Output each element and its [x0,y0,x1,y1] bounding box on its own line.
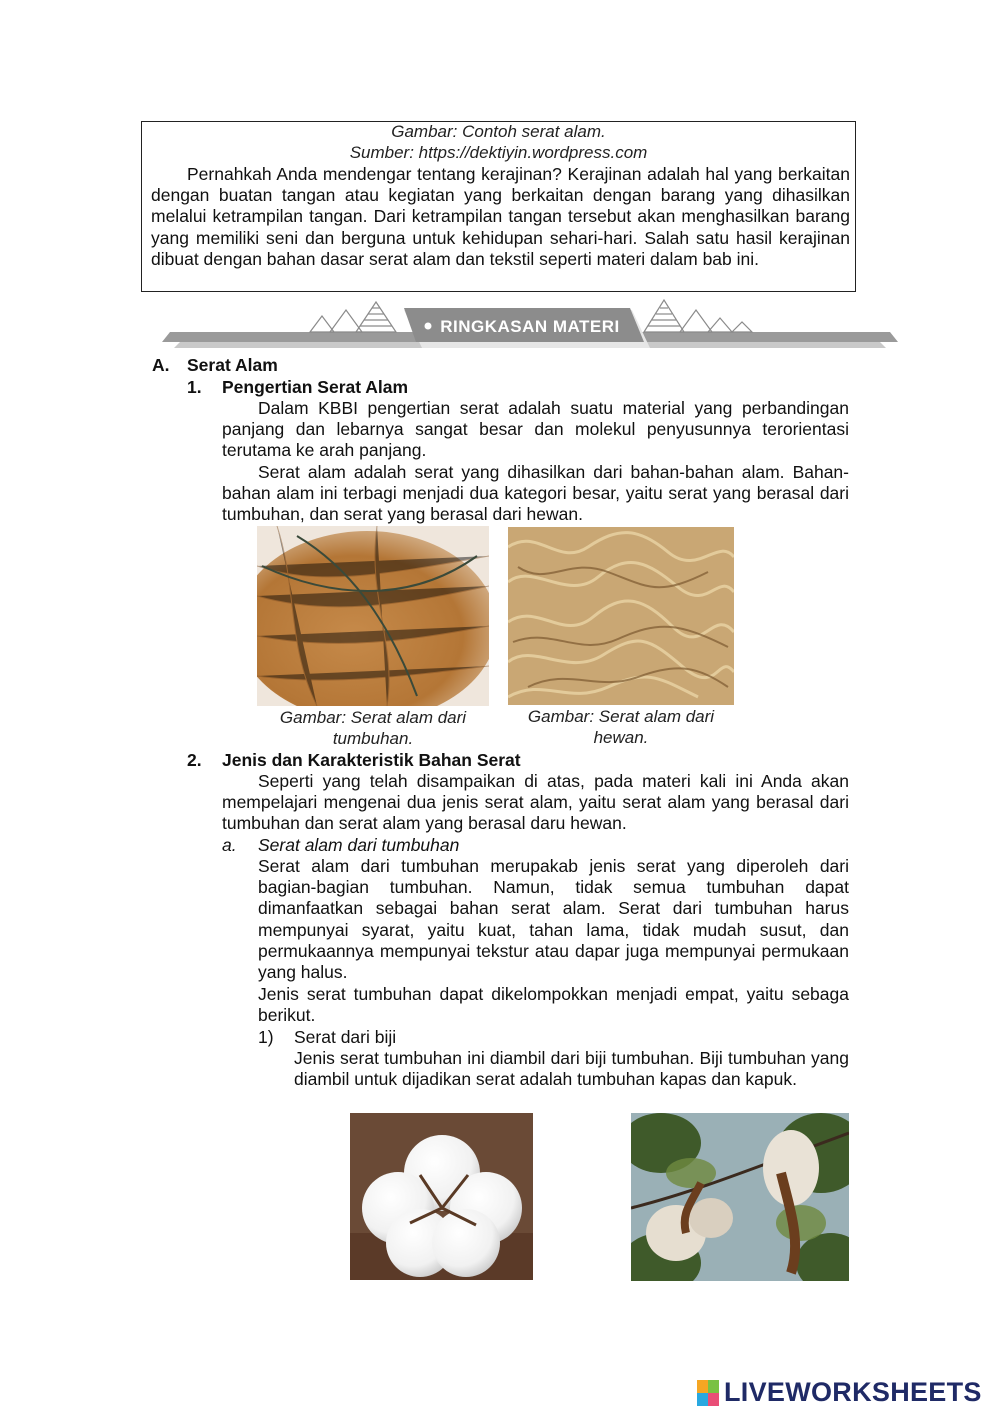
sub1-title: Pengertian Serat Alam [222,377,409,397]
item-1-paragraph: Jenis serat tumbuhan ini diambil dari biji tumbuhan. Biji tumbuhan yang diambil untuk dijadikan serat adalah tumbuhan kapas dan kapuk. [294,1048,849,1090]
section-a-title: Serat Alam [187,355,278,375]
intro-caption-source: Sumber: https://dektiyin.wordpress.com [349,143,648,162]
banner-label: RINGKASAN MATERI [440,317,620,336]
ringkasan-banner [160,296,900,354]
item-1-marker: 1) [258,1027,274,1047]
logo-badge-icon [697,1380,719,1406]
sub2-title: Jenis dan Karakteristik Bahan Serat [222,750,521,770]
liveworksheets-logo[interactable] [697,1378,993,1408]
cotton-photo [350,1113,533,1280]
logo-text: LIVEWORKSHEETS [724,1377,982,1407]
banner-left-mountains-icon [310,302,396,332]
item-a-marker: a. [222,835,237,855]
item-a-paragraph-2: Jenis serat tumbuhan dapat dikelompokkan menjadi empat, yaitu sebaga berikut. [258,984,849,1026]
intro-paragraph: Pernahkah Anda mendengar tentang kerajinan? Kerajinan adalah hal yang berkaitan dengan buatan tangan atau kegiatan yang berkaitan dengan barang yang dihasilkan melalui ketrampilan tangan. Dari ketrampilan tangan tersebut akan menghasilkan barang yang memiliki seni dan berguna untuk kehidupan sehari-hari. Salah satu hasil kerajinan dibuat dengan bahan dasar serat alam dan tekstil seperti materi dalam bab ini. [151,164,850,269]
item-a-title: Serat alam dari tumbuhan [258,835,460,855]
intro-box [141,121,856,292]
sub1-marker: 1. [187,377,202,397]
intro-caption-title: Gambar: Contoh serat alam. [391,122,606,141]
item-a-paragraph-1: Serat alam dari tumbuhan merupakab jenis serat yang diperoleh dari bagian-bagian tumbuhan. Namun, tidak semua tumbuhan dapat dimanfaatkan sebagai bahan serat alam. Serat dari tumbuhan harus mempunyai syarat, yaitu kuat, tahan lama, tidak mudah susut, dan permukaannya mempunyai tekstur atau dapar juga mempunyai permukaan yang halus. [258,856,849,983]
banner-dot-icon [425,323,432,330]
plant-fiber-caption: Gambar: Serat alam dari tumbuhan. [279,708,467,748]
sub2-marker: 2. [187,750,202,770]
kapok-photo [631,1113,849,1281]
sub1-paragraph-1: Dalam KBBI pengertian serat adalah suatu material yang perbandingan panjang dan lebarnya sangat besar dan molekul penyusunnya terorientasi terutama ke arah panjang. [222,398,849,461]
banner-right-mountains-icon [644,300,752,332]
plant-fiber-photo [257,526,489,706]
animal-fiber-photo [508,527,734,705]
sub2-paragraph: Seperti yang telah disampaikan di atas, pada materi kali ini Anda akan mempelajari mengenai dua jenis serat alam, yaitu serat alam yang berasal dari tumbuhan dan serat alam yang berasal daru hewan. [222,771,849,834]
section-a-marker: A. [152,355,170,375]
sub1-paragraph-2: Serat alam adalah serat yang dihasilkan dari bahan-bahan alam. Bahan-bahan alam ini terbagi menjadi dua kategori besar, yaitu serat yang berasal dari tumbuhan, dan serat yang berasal dari hewan. [222,462,849,525]
animal-fiber-caption: Gambar: Serat alam dari hewan. [527,707,715,747]
item-1-title: Serat dari biji [294,1027,397,1047]
